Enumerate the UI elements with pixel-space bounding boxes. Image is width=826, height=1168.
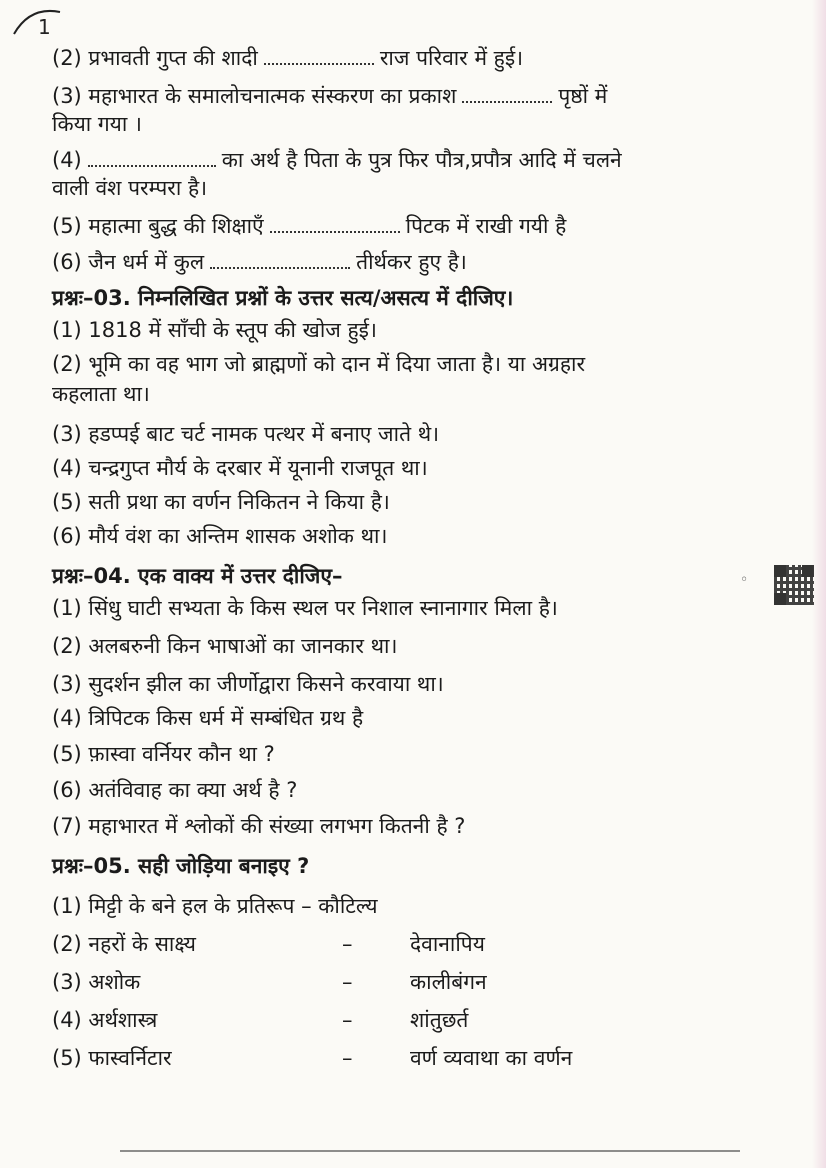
question-text: तीर्थकर हुए है। (356, 250, 467, 274)
question-text: पिटक में राखी गयी है (405, 214, 567, 238)
bottom-rule (120, 1150, 740, 1152)
match-dash: – (342, 970, 353, 994)
match-left: (4) अर्थशास्त्र (52, 1008, 158, 1032)
match-left: (5) फास्वर्निटार (52, 1046, 172, 1070)
stray-mark: ◦ (740, 572, 749, 588)
match-row (52, 1044, 752, 1072)
match-dash: – (342, 1046, 353, 1070)
match-dash: – (342, 932, 353, 956)
question-text: (6) जैन धर्म में कुल (52, 250, 205, 274)
answer-blank (88, 147, 216, 167)
match-row (52, 892, 752, 920)
question-line: (6) अतंविवाह का क्या अर्थ है ? (52, 778, 298, 802)
question-line: (7) महाभारत में श्लोकों की संख्या लगभग कितनी है ? (52, 814, 466, 838)
answer-blank (210, 249, 350, 269)
question-line: (6) मौर्य वंश का अन्तिम शासक अशोक था। (52, 524, 388, 548)
match-right: देवानापिय (410, 932, 485, 956)
question-line: कहलाता था। (52, 382, 150, 406)
question-text: पृष्ठों में (558, 84, 608, 108)
match-left: (2) नहरों के साक्ष्य (52, 932, 196, 956)
fill-blank-line (52, 44, 523, 72)
question-text: (5) महात्मा बुद्ध की शिक्षाएँ (52, 214, 264, 238)
question-line: (5) फ़ास्वा वर्नियर कौन था ? (52, 742, 275, 766)
question-line: (1) सिंधु घाटी सभ्यता के किस स्थल पर निशाल स्नानागार मिला है। (52, 596, 558, 620)
question-line: (2) भूमि का वह भाग जो ब्राह्मणों को दान में दिया जाता है। या अग्रहार (52, 352, 586, 376)
match-row (52, 1006, 752, 1034)
fill-blank-line (52, 212, 566, 240)
question-text: (3) महाभारत के समालोचनात्मक संस्करण का प्रकाश (52, 84, 457, 108)
match-right: वर्ण व्यवाथा का वर्णन (410, 1046, 573, 1070)
question-line: (4) चन्द्रगुप्त मौर्य के दरबार में यूनानी राजपूत था। (52, 456, 428, 480)
question-line: (5) सती प्रथा का वर्णन निकितन ने किया है। (52, 490, 390, 514)
question-line: (3) हडप्पई बाट चर्ट नामक पत्थर में बनाए जाते थे। (52, 422, 440, 446)
section-heading: प्रश्नः–05. सही जोड़िया बनाइए ? (52, 854, 310, 878)
fill-blank-line (52, 146, 622, 174)
match-right: कालीबंगन (410, 970, 487, 994)
match-row (52, 930, 752, 958)
question-line: (4) त्रिपिटक किस धर्म में सम्बंधित ग्रथ है (52, 706, 364, 730)
page-number: 1 (38, 15, 51, 39)
question-text: राज परिवार में हुई। (379, 46, 524, 70)
question-text: का अर्थ है पिता के पुत्र फिर पौत्र,प्रपौत्र आदि में चलने (221, 148, 622, 172)
section-heading: प्रश्नः–04. एक वाक्य में उत्तर दीजिए– (52, 564, 343, 588)
question-text: (2) प्रभावती गुप्त की शादी (52, 46, 258, 70)
match-right: शांतुछर्त (410, 1008, 469, 1032)
question-line: (2) अलबरुनी किन भाषाओं का जानकार था। (52, 634, 398, 658)
page-edge-shadow (812, 0, 826, 1168)
question-line: वाली वंश परम्परा है। (52, 176, 208, 200)
answer-blank (264, 45, 374, 65)
section-heading: प्रश्नः–03. निम्नलिखित प्रश्नों के उत्तर सत्य/असत्य में दीजिए। (52, 286, 514, 310)
answer-blank (462, 83, 552, 103)
page-number-mark (10, 4, 64, 44)
question-line: किया गया । (52, 112, 142, 136)
qr-code-icon (774, 565, 814, 605)
question-line: (3) सुदर्शन झील का जीर्णोद्वारा किसने करवाया था। (52, 672, 444, 696)
fill-blank-line (52, 248, 467, 276)
match-left: (1) मिट्टी के बने हल के प्रतिरूप – कौटिल्य (52, 894, 378, 918)
match-left: (3) अशोक (52, 970, 141, 994)
question-line: (1) 1818 में साँची के स्तूप की खोज हुई। (52, 318, 377, 342)
match-dash: – (342, 1008, 353, 1032)
answer-blank (270, 213, 400, 233)
fill-blank-line (52, 82, 607, 110)
match-row (52, 968, 752, 996)
question-text: (4) (52, 148, 82, 172)
